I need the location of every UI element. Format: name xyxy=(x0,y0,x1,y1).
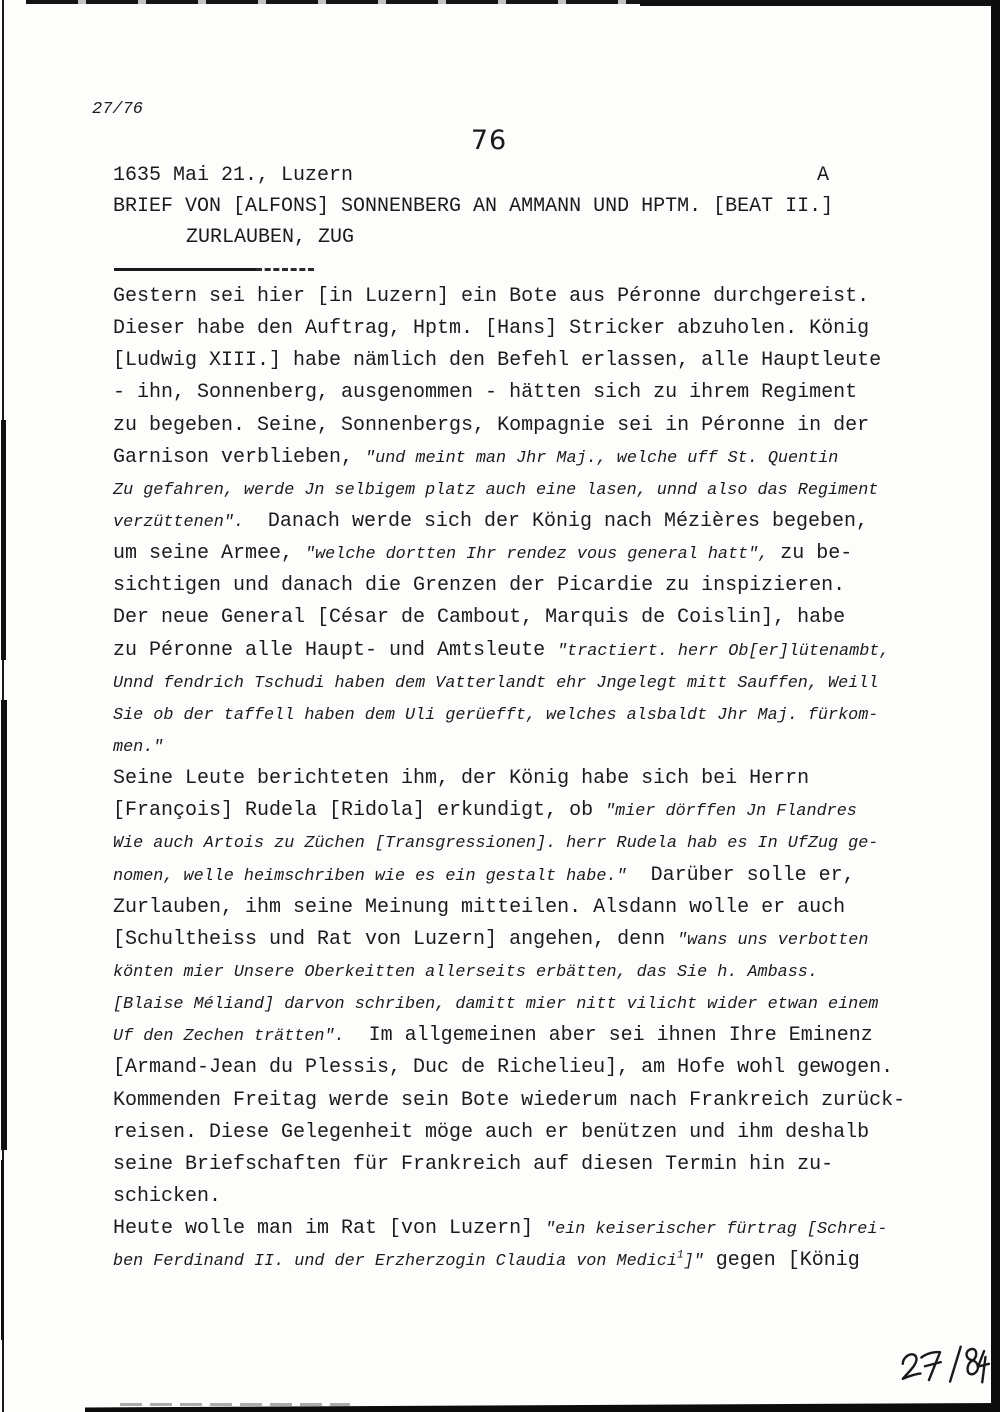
text-line xyxy=(113,699,943,731)
text-segment: [François] Rudela [Ridola] erkundigt, ob xyxy=(113,799,606,823)
text-line xyxy=(113,345,943,377)
scan-edge-bottom-faint xyxy=(120,1403,350,1406)
text-line xyxy=(113,1149,943,1181)
text-line xyxy=(113,1020,943,1052)
quoted-text-segment: Sie ob der taffell haben dem Uli gerüefft, welches alsbaldt Jhr Maj. fürkom- xyxy=(113,705,879,725)
date-place-line: 1635 Mai 21., Luzern xyxy=(113,164,354,187)
document-body xyxy=(113,281,943,1277)
document-letter: A xyxy=(817,164,830,187)
text-line xyxy=(113,506,943,538)
text-segment: Seine Leute berichteten ihm, der König habe sich bei Herrn xyxy=(113,767,810,791)
archive-reference: 27/76 xyxy=(92,100,144,119)
text-segment: Zurlauben, ihm seine Meinung mitteilen. Alsdann wolle er auch xyxy=(113,895,846,919)
title-underline xyxy=(114,268,256,271)
quoted-text-segment: Wie auch Artois zu Züchen [Transgressionen]. herr Rudela hab es In UfZug ge- xyxy=(113,834,879,854)
text-line xyxy=(113,1085,943,1117)
quoted-text-segment: "tractiert. herr Ob[er]lütenambt, xyxy=(557,641,890,661)
text-line xyxy=(113,795,943,827)
text-line xyxy=(113,988,943,1020)
quoted-text-segment: "ein keiserischer fürtrag [Schrei- xyxy=(545,1220,888,1240)
quoted-text-segment: nomen, welle heimschriben wie es ein gestalt habe." xyxy=(113,866,627,886)
text-line xyxy=(113,474,943,506)
text-segment: Kommenden Freitag werde sein Bote wiederum nach Frankreich zurück- xyxy=(113,1088,906,1112)
text-segment: zu Péronne alle Haupt- und Amtsleute xyxy=(113,638,558,662)
text-segment: Der neue General [César de Cambout, Marquis de Coislin], habe xyxy=(113,606,846,630)
text-line xyxy=(113,924,943,956)
document-title-line1: BRIEF VON [ALFONS] SONNENBERG AN AMMANN UND HPTM. [BEAT II.] xyxy=(113,195,834,218)
scan-edge-left-blob xyxy=(1,700,7,1150)
scan-edge-left-blob xyxy=(1,420,6,660)
quoted-text-segment: "welche dortten Ihr rendez vous general hatt", xyxy=(305,545,769,565)
text-line xyxy=(113,860,943,892)
text-line xyxy=(113,602,943,634)
text-line xyxy=(113,1213,943,1245)
quoted-text-segment: könten mier Unsere Oberkeitten allerseits erbätten, das Sie h. Ambass. xyxy=(113,962,818,982)
text-segment: [Schultheiss und Rat von Luzern] angehen, denn xyxy=(113,927,678,951)
text-line xyxy=(113,442,943,474)
scan-edge-left-blob xyxy=(1,1160,4,1340)
text-segment: Gestern sei hier [in Luzern] ein Bote aus Péronne durchgereist. xyxy=(113,285,870,308)
text-segment: [Ludwig XIII.] habe nämlich den Befehl erlassen, alle Hauptleute xyxy=(113,349,882,373)
quoted-text-segment: ]" xyxy=(683,1252,704,1272)
text-line xyxy=(113,635,943,667)
text-line xyxy=(113,313,943,345)
text-segment: gegen [König xyxy=(703,1249,860,1273)
text-line xyxy=(113,827,943,859)
title-underline-dashes xyxy=(256,268,314,271)
text-segment: Heute wolle man im Rat [von Luzern] xyxy=(113,1217,546,1241)
text-segment: zu be- xyxy=(768,542,853,566)
quoted-text-segment: verzüttenen". xyxy=(113,512,244,532)
quoted-text-segment: [Blaise Méliand] darvon schriben, damitt mier nitt vilicht wider etwan einem xyxy=(113,995,879,1015)
text-line xyxy=(113,763,943,795)
text-segment: seine Briefschaften für Frankreich auf diesen Termin hin zu- xyxy=(113,1152,834,1176)
text-segment: Dieser habe den Auftrag, Hptm. [Hans] Stricker abzuholen. König xyxy=(113,317,870,341)
text-line xyxy=(113,1245,943,1277)
text-segment: Im allgemeinen aber sei ihnen Ihre Eminenz xyxy=(344,1024,873,1048)
quoted-text-segment: "und meint man Jhr Maj., welche uff St. Quentin xyxy=(365,448,839,468)
text-line xyxy=(113,1117,943,1149)
page-number: 76 xyxy=(470,125,508,156)
quoted-text-segment: ben Ferdinand II. und der Erzherzogin Claudia von Medici xyxy=(113,1252,677,1272)
text-line xyxy=(113,892,943,924)
quoted-text-segment: "mier dörffen Jn Flandres xyxy=(605,802,857,822)
document-title-line2: ZURLAUBEN, ZUG xyxy=(186,226,355,249)
quoted-text-segment: men." xyxy=(113,737,164,757)
text-line xyxy=(113,1052,943,1084)
text-line xyxy=(113,731,943,763)
text-line xyxy=(113,377,943,409)
text-segment: um seine Armee, xyxy=(113,542,306,566)
quoted-text-segment: Uf den Zechen trätten". xyxy=(113,1027,345,1047)
text-line xyxy=(113,956,943,988)
text-segment: Garnison verblieben, xyxy=(113,445,366,469)
text-line xyxy=(113,1181,943,1213)
text-segment: Darüber solle er, xyxy=(626,863,855,887)
quoted-text-segment: Zu gefahren, werde Jn selbigem platz auch eine lasen, unnd also das Regiment xyxy=(113,480,879,500)
text-line xyxy=(113,281,943,313)
text-line xyxy=(113,538,943,570)
handwritten-annotation xyxy=(891,1331,995,1402)
text-segment: [Armand-Jean du Plessis, Duc de Richelieu], am Hofe wohl gewogen. xyxy=(113,1056,894,1080)
text-segment: sichtigen und danach die Grenzen der Picardie zu inspizieren. xyxy=(113,574,846,598)
text-segment: reisen. Diese Gelegenheit möge auch er benützen und ihm deshalb xyxy=(113,1120,870,1144)
text-segment: Danach werde sich der König nach Mézières begeben, xyxy=(243,509,869,533)
text-segment: - ihn, Sonnenberg, ausgenommen - hätten sich zu ihrem Regiment xyxy=(113,381,858,405)
text-line xyxy=(113,410,943,442)
text-line xyxy=(113,667,943,699)
scan-edge-right xyxy=(991,0,1000,1412)
quoted-text-segment: "wans uns verbotten xyxy=(677,930,869,950)
scan-edge-top-right xyxy=(640,0,1000,6)
text-segment: schicken. xyxy=(113,1184,222,1208)
quoted-text-segment: Unnd fendrich Tschudi haben dem Vatterlandt ehr Jngelegt mitt Sauffen, Weill xyxy=(113,673,879,693)
footnote-marker: 1 xyxy=(676,1249,684,1262)
text-line xyxy=(113,570,943,602)
text-segment: zu begeben. Seine, Sonnenbergs, Kompagnie sei in Péronne in der xyxy=(113,413,870,437)
handwriting-strokes xyxy=(891,1331,995,1402)
